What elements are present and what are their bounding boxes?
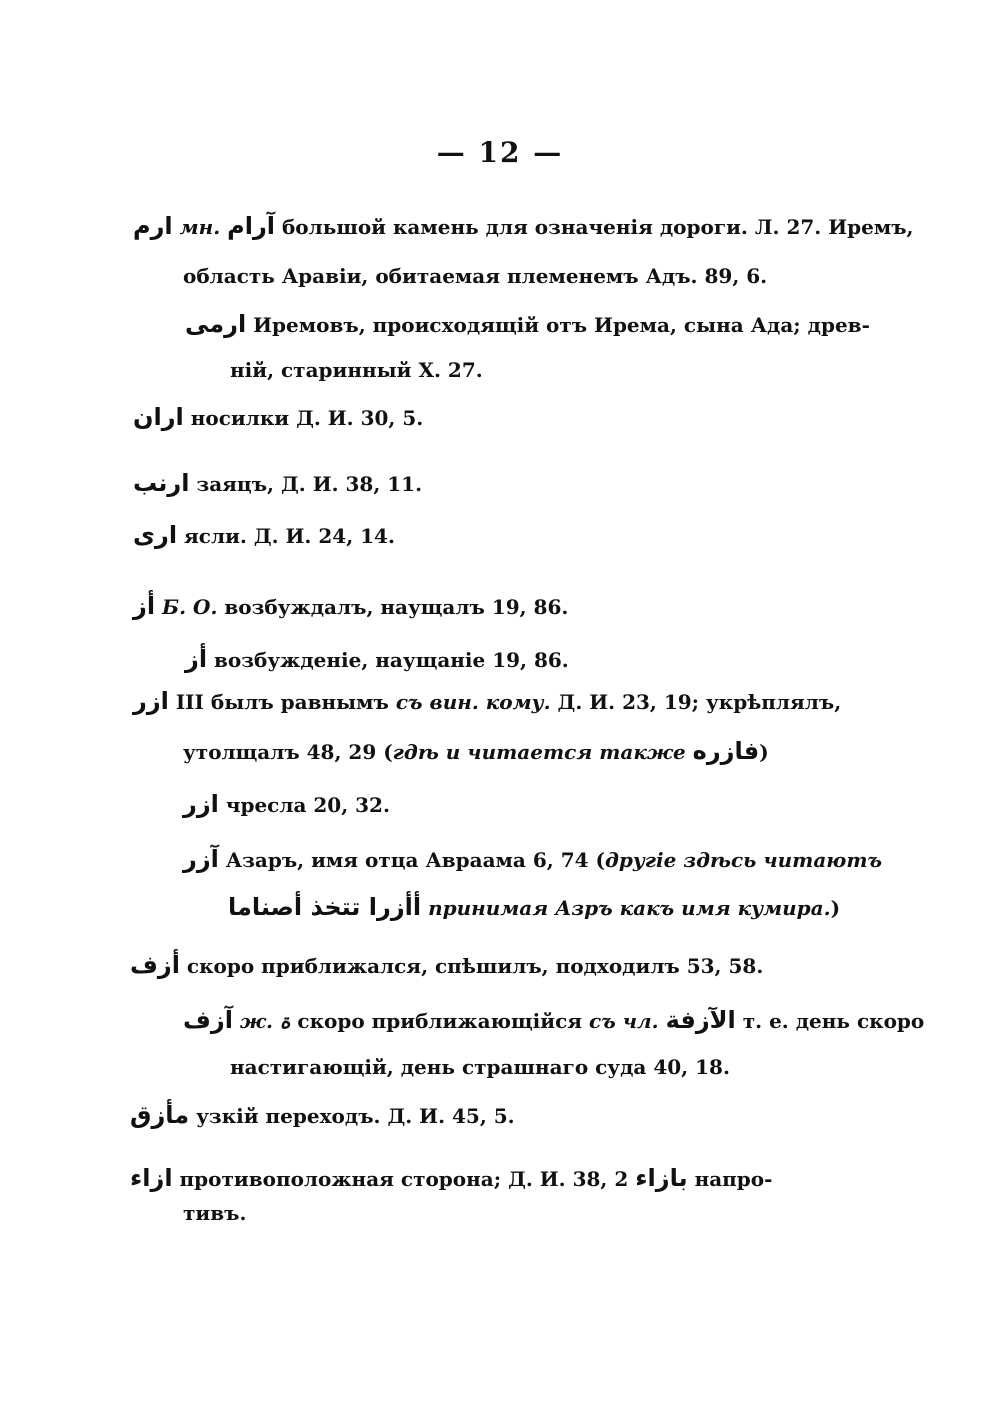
entry-line-4	[230, 356, 483, 384]
entry-line-16	[183, 1006, 924, 1035]
arabic-headword: ازر	[183, 790, 219, 818]
arabic-headword: مأزق	[130, 1101, 190, 1129]
definition-text: )	[830, 896, 841, 920]
definition-text: большой камень для означенія дороги. Л. 27. Иремъ,	[281, 215, 914, 239]
arabic-headword: ارى	[133, 521, 178, 549]
definition-text: тивъ.	[183, 1201, 247, 1225]
definition-text: Иремовъ, происходящій отъ Ирема, сына Ада; древ-	[253, 313, 870, 337]
definition-text: возбуждалъ, наущалъ 19, 86.	[224, 595, 569, 619]
arabic-headword: أز	[185, 645, 208, 673]
arabic-headword: أز	[133, 592, 156, 620]
page-number: — 12 —	[436, 136, 564, 169]
arabic-headword: ازر	[133, 687, 169, 715]
arabic-word: فازره	[692, 737, 760, 765]
arabic-headword: آزر	[183, 845, 219, 873]
arabic-word: بازاء	[635, 1164, 688, 1192]
abbreviation: ж. ة	[239, 1009, 291, 1033]
italic-note: съ чл.	[589, 1009, 659, 1033]
definition-text: Д. И. 23, 19; укрѣплялъ,	[557, 690, 842, 714]
italic-note: съ вин. кому.	[395, 690, 551, 714]
arabic-headword: آزف	[183, 1006, 233, 1034]
definition-text: Азаръ, имя отца Авраама 6, 74 (	[225, 848, 605, 872]
entry-line-1	[133, 212, 914, 241]
definition-text: настигающій, день страшнаго суда 40, 18.	[230, 1055, 730, 1079]
entry-line-15	[130, 951, 763, 980]
arabic-word: آرام	[227, 212, 275, 240]
definition-text: область Аравіи, обитаемая племенемъ Адъ. 89, 6.	[183, 264, 768, 288]
italic-note: другіе здѣсь читаютъ	[604, 848, 883, 872]
entry-line-14	[228, 893, 840, 922]
italic-note: гдѣ и читается также	[392, 740, 686, 764]
entry-line-18	[130, 1101, 515, 1130]
abbreviation: Б. О.	[162, 595, 218, 619]
entry-line-3	[185, 310, 870, 339]
definition-text: ясли. Д. И. 24, 14.	[184, 524, 395, 548]
definition-text: носилки Д. И. 30, 5.	[190, 406, 424, 430]
entry-line-6	[133, 469, 422, 498]
definition-text: III былъ равнымъ	[175, 690, 389, 714]
arabic-word: الآزفة	[665, 1006, 736, 1034]
arabic-headword: ارنب	[133, 469, 190, 497]
entry-line-7	[133, 521, 395, 550]
definition-text: скоро приближающійся	[297, 1009, 583, 1033]
definition-text: )	[759, 740, 769, 764]
entry-line-20	[183, 1199, 246, 1227]
arabic-headword: ازاء	[130, 1164, 173, 1192]
definition-text: узкій переходъ. Д. И. 45, 5.	[196, 1104, 515, 1128]
italic-note: принимая Азръ какъ имя кумира.	[428, 896, 831, 920]
entry-line-8	[133, 592, 568, 621]
definition-text: ній, старинный X. 27.	[230, 358, 483, 382]
definition-text: противоположная сторона; Д. И. 38, 2	[179, 1167, 629, 1191]
entry-line-9	[185, 645, 569, 674]
definition-text: заяцъ, Д. И. 38, 11.	[196, 472, 423, 496]
entry-line-13	[183, 845, 882, 874]
entry-line-19	[130, 1164, 772, 1193]
abbreviation: мн.	[179, 215, 221, 239]
definition-text: возбужденіе, наущаніе 19, 86.	[214, 648, 569, 672]
definition-text: напро-	[694, 1167, 773, 1191]
definition-text: чресла 20, 32.	[225, 793, 390, 817]
definition-text: т. е. день скоро	[742, 1009, 925, 1033]
entry-line-17	[230, 1053, 730, 1081]
definition-text: скоро приближался, спѣшилъ, подходилъ 53, 58.	[186, 954, 764, 978]
arabic-headword: أزف	[130, 951, 180, 979]
arabic-headword: اران	[133, 403, 184, 431]
arabic-headword: ارمى	[185, 310, 247, 338]
entry-line-12	[183, 790, 390, 819]
arabic-headword: ارم	[133, 212, 173, 240]
entry-line-2	[183, 262, 767, 290]
arabic-phrase: أأزرا تتخذ أصناما	[228, 893, 422, 921]
entry-line-11	[183, 737, 769, 766]
entry-line-10	[133, 687, 841, 716]
definition-text: утолщалъ 48, 29 (	[183, 740, 393, 764]
entry-line-5	[133, 403, 423, 432]
